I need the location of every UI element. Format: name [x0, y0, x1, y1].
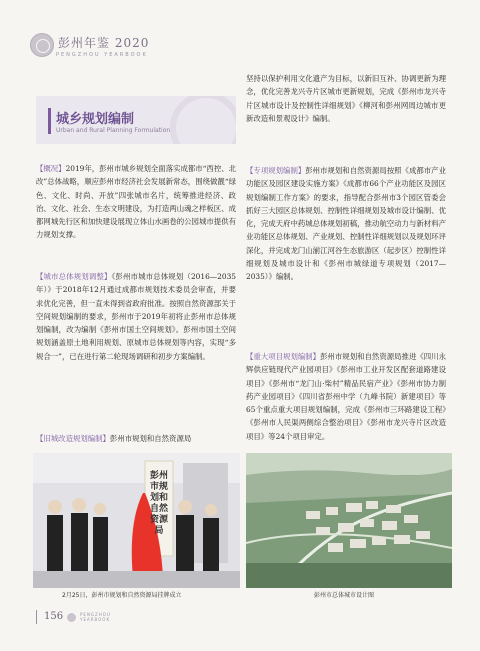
old-city-paragraph — [36, 432, 236, 445]
section-banner — [36, 96, 236, 144]
overview-tag: 【概况】 — [36, 164, 66, 173]
city-design-photo — [246, 453, 452, 588]
major-project-text: 彭州市规划和自然资源局推进《四川永辉供应链现代产业园项目》《彭州市工业开发区配套道路建设项目》《彭州市“龙门山·柴村”精品民宿产业》《彭州市协力制药产业园项目》《四川省彭州中学（九峰书院）新建项目》等65个重点重大项目规划编制，完成《彭州市三环路建设工程》《彭州市人民渠两侧综合整治项目》《彭州市龙兴寺片区改造项目》等24个项目审定。 — [246, 352, 446, 441]
major-project-tag: 【重大项目规划编制】 — [246, 352, 321, 361]
overview-paragraph — [36, 162, 236, 242]
right-intro-text: 坚持以保护利用文化遗产为目标，以新旧互补、协调更新为理念，优化完善龙兴寺片区城市更新规划，完成《彭州市龙兴寺片区城市设计及控制性详细规划》《柳河和彭州网周边城市更新改造和景观设计》编制。 — [246, 74, 446, 123]
ceremony-photo — [33, 453, 240, 588]
special-plan-tag: 【专项规划编制】 — [246, 166, 306, 175]
footer-divider — [36, 610, 37, 624]
master-plan-paragraph — [36, 270, 236, 363]
yearbook-subtitle: PENGZHOU YEARBOOK — [56, 52, 148, 58]
section-subtitle: Urban and Rural Planning Formulation — [56, 127, 171, 134]
city-design-caption: 彭州市总体城市设计图 — [314, 592, 375, 599]
section-title: 城乡规划编制 — [56, 112, 135, 127]
major-project-paragraph — [246, 350, 446, 443]
footer-seal-logo — [67, 613, 76, 622]
footer-subtitle: PENGZHOU YEARBOOK — [80, 612, 111, 622]
banner-decoration — [170, 96, 236, 144]
old-city-tag: 【旧城改造规划编制】 — [36, 434, 110, 443]
yearbook-title: 彭州年鉴 2020 — [58, 36, 150, 50]
special-plan-paragraph — [246, 164, 446, 284]
right-intro-paragraph — [246, 72, 446, 125]
master-plan-text: 《彭州市城市总体规划（2016—2035年）》于2018年12月通过成都市规划技术委员会审查，并要求优化完善，但一直未得到省政府批准。按照自然资源部关于空间规划编制的要求，彭州市于2019年初将止彭州市总体规划编制，改为编制《彭州市国土空间规划》。彭州市国土空间规划涵盖原土地利用规划、原城市总体规划等内容，实现“多规合一”，已在进行第二轮现场调研和初步方案编制。 — [36, 272, 236, 361]
yearbook-seal-logo — [30, 33, 54, 57]
banner-accent-bar — [48, 108, 51, 134]
master-plan-tag: 【城市总体规划调整】 — [36, 272, 112, 281]
ceremony-photo-caption: 2月25日，彭州市规划和自然资源局挂牌成立 — [62, 592, 182, 599]
page-number: 156 — [44, 611, 64, 622]
overview-text: 2019年，彭州市城乡规划全面落实成都市“西控、北改”总体战略，顺应彭州市经济社会发展新常态，围绕做靓“绿色、文化、时尚、开放”四张城市名片，统筹推进经济、政治、文化、社会、生态文明建设，为打造两山魂之样板区、成都网城先行区和加快建设展现立体山水画卷的公园城市提供有力规划支撑。 — [36, 164, 236, 240]
special-plan-text: 彭州市规划和自然资源局按照《成都市产业功能区及园区建设实施方案》《成都市66个产业功能区及园区规划编制工作方案》的要求，指导配合彭州市3个园区管委会抓好三大园区总体规划、控制性详细规划及城市设计编制、优化，完成天府中药城总体规划初稿，推动航空动力与新材料产业功能区总体规划、产业规划、控制性详细规划以及规划环评深化，并完成龙门山湔江河谷生态旅游区（起步区）控制性详细规划及城市设计和《彭州市城绿道专项规划（2017—2035）》编制。 — [246, 166, 446, 282]
old-city-text: 彭州市规划和自然资源局 — [109, 434, 192, 443]
ceremony-sign-plaque: 彭州市规划和自然资源局 — [149, 471, 168, 536]
